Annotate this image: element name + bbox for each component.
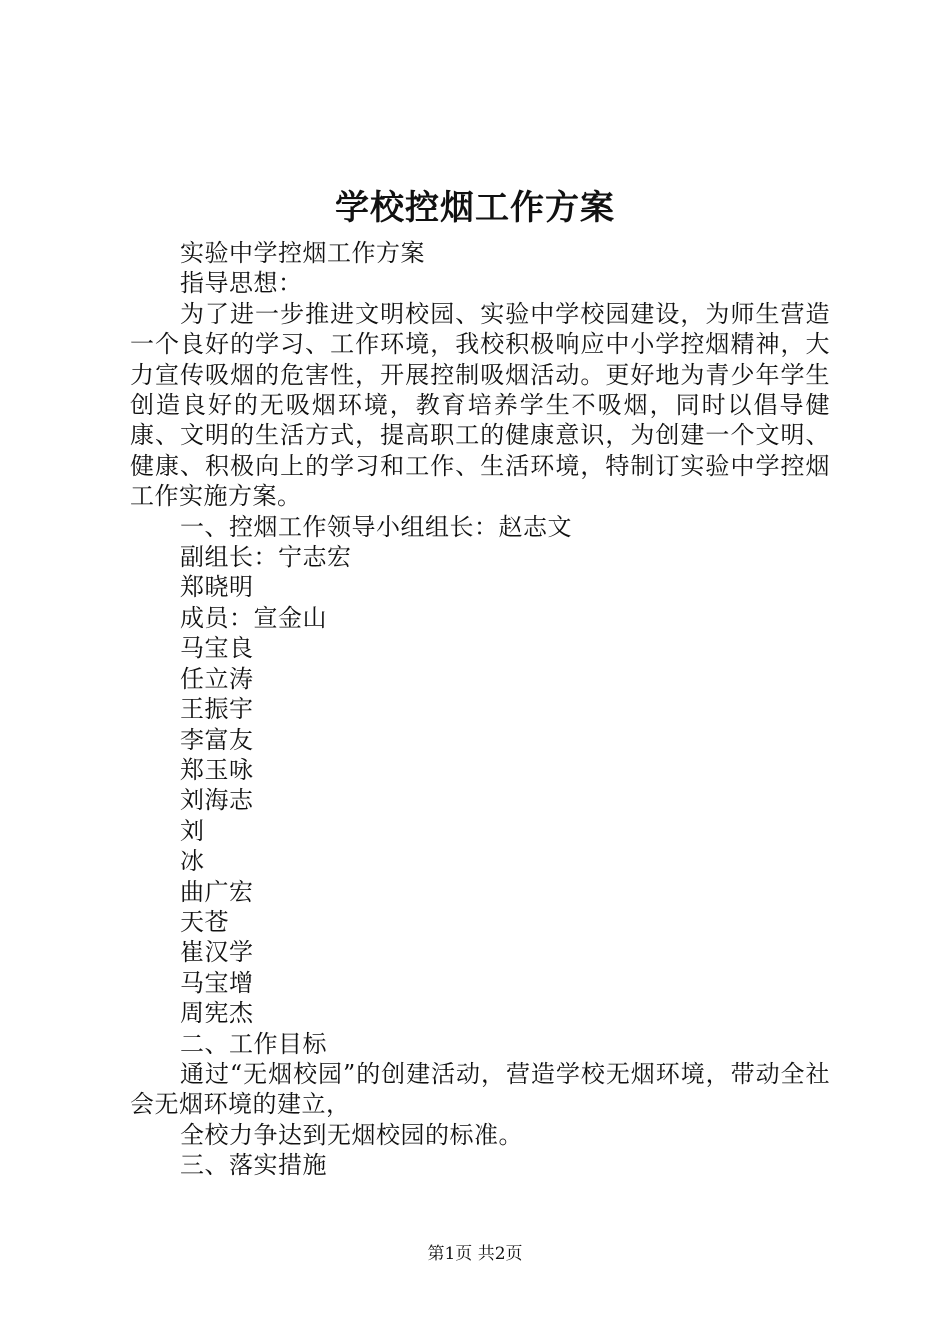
member-name: 李富友 (180, 725, 254, 754)
guiding-heading: 指导思想： (180, 269, 303, 298)
member-name: 冰 (180, 847, 205, 876)
member-name: 刘 (180, 816, 205, 845)
member-name: 王振宇 (180, 695, 254, 724)
member-name: 马宝增 (180, 968, 254, 997)
member-name: 崔汉学 (180, 938, 254, 967)
deputy-name-line: 郑晓明 (180, 573, 254, 602)
subtitle-line: 实验中学控烟工作方案 (180, 239, 425, 267)
deputy-line: 副组长：宁志宏 (180, 543, 352, 572)
member-name: 刘海志 (180, 786, 254, 815)
member-name: 天苍 (180, 907, 229, 936)
document-body (130, 238, 830, 1181)
member-name: 任立涛 (180, 664, 254, 693)
document-title: 学校控烟工作方案 (335, 188, 615, 228)
page-number: 第1页 共2页 (427, 1244, 523, 1264)
page-footer (0, 1242, 950, 1266)
member-name: 曲广宏 (180, 877, 254, 906)
section2-heading: 二、工作目标 (180, 1029, 327, 1058)
section1-heading: 一、控烟工作领导小组组长：赵志文 (180, 512, 572, 541)
member-name: 郑玉咏 (180, 755, 254, 784)
members-line: 成员：宣金山 (180, 603, 327, 632)
goal-paragraph: 通过“无烟校园”的创建活动，营造学校无烟环境，带动全社会无烟环境的建立， (130, 1059, 830, 1119)
member-name: 周宪杰 (180, 999, 254, 1028)
member-name: 马宝良 (180, 634, 254, 663)
guiding-paragraph: 为了进一步推进文明校园、实验中学校园建设，为师生营造一个良好的学习、工作环境，我校积极响应中小学控烟精神，大力宣传吸烟的危害性，开展控制吸烟活动。更好地为青少年学生创造良好的无吸烟环境，教育培养学生不吸烟，同时以倡导健康、文明的生活方式，提高职工的健康意识，为创建一个文明、健康、积极向上的学习和工作、生活环境，特制订实验中学控烟工作实施方案。 (130, 299, 830, 511)
section3-heading: 三、落实措施 (180, 1151, 327, 1180)
goal-line: 全校力争达到无烟校园的标准。 (180, 1120, 523, 1149)
